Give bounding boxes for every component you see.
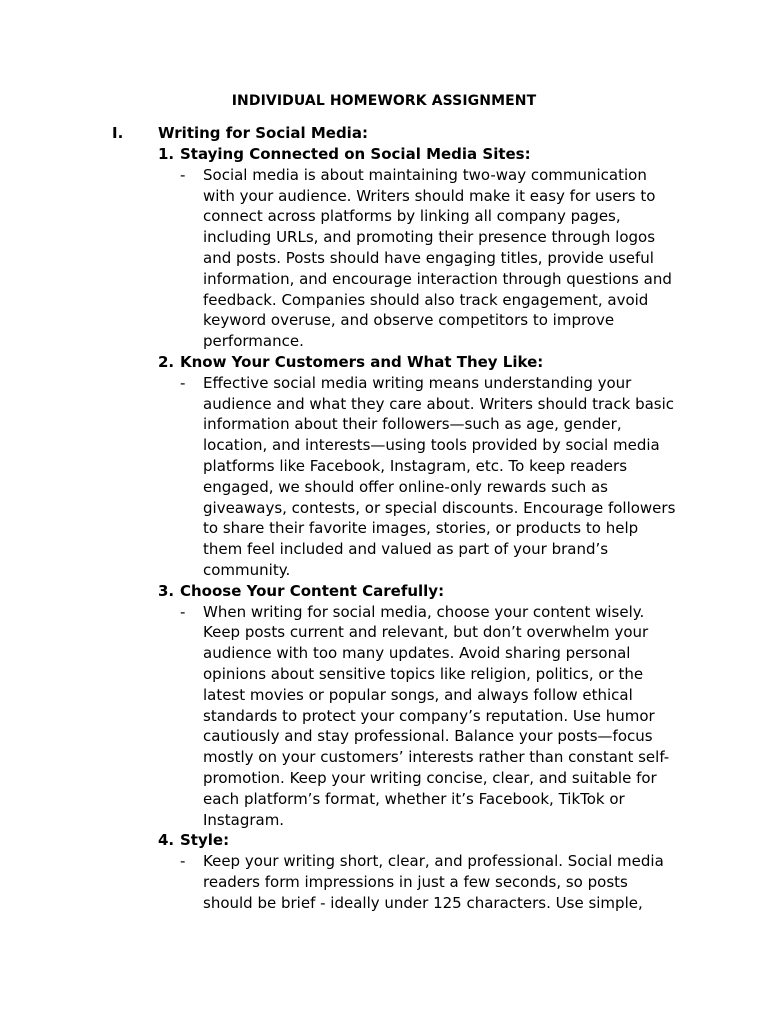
text-line: standards to protect your company’s reputation. Use humor [203,706,655,725]
text-line: community. [203,560,291,579]
text-line: mostly on your customers’ interests rather than constant self- [203,748,670,767]
item-title: Staying Connected on Social Media Sites: [180,145,531,163]
section-title: Writing for Social Media: [158,124,368,142]
text-line: Social media is about maintaining two-way communication [203,165,647,184]
list-item [158,830,688,913]
list-item [158,144,688,352]
text-line: audience and what they care about. Writers should track basic [203,394,675,413]
text-line: audience with too many updates. Avoid sharing personal [203,644,631,663]
text-line: performance. [203,332,304,351]
item-heading [158,144,688,165]
item-title: Choose Your Content Carefully: [180,581,445,600]
list-item [158,581,688,831]
bullet-paragraph [158,851,688,913]
bullet-paragraph [158,165,688,352]
text-line: engaged, we should offer online-only rewards such as [203,477,608,496]
item-heading [158,581,688,602]
item-number: 3. [158,581,175,600]
text-line: with your audience. Writers should make it easy for users to [203,186,656,205]
text-line: them feel included and valued as part of your brand’s [203,540,609,559]
dash-bullet: - [180,852,186,871]
text-line: Keep your writing short, clear, and professional. Social media [203,852,664,871]
text-line: each platform’s format, whether it’s Facebook, TikTok or [203,789,625,808]
text-line: should be brief - ideally under 125 characters. Use simple, [203,893,643,912]
text-line: and posts. Posts should have engaging titles, provide useful [203,248,654,267]
text-line: keyword overuse, and observe competitors to improve [203,311,615,330]
text-line: When writing for social media, choose your content wisely. [203,602,645,621]
bullet-paragraph [158,602,688,831]
text-line: location, and interests—using tools provided by social media [203,436,660,455]
text-line: readers form impressions in just a few seconds, so posts [203,872,628,891]
item-heading [158,352,688,373]
numbered-list [158,144,688,913]
text-line: Keep posts current and relevant, but don’t overwhelm your [203,623,649,642]
text-line: to share their favorite images, stories, or products to help [203,519,639,538]
item-title: Style: [180,831,230,850]
text-line: including URLs, and promoting their presence through logos [203,228,656,247]
item-number: 1. [158,145,175,163]
item-heading [158,830,688,851]
text-line: feedback. Companies should also track engagement, avoid [203,290,649,309]
text-line: Effective social media writing means understanding your [203,373,632,392]
list-item [158,352,688,581]
bullet-paragraph [158,373,688,581]
text-line: cautiously and stay professional. Balance your posts—focus [203,727,653,746]
document-title: INDIVIDUAL HOMEWORK ASSIGNMENT [231,93,537,109]
text-line: opinions about sensitive topics like religion, politics, or the [203,664,644,683]
text-line: giveaways, contests, or special discounts. Encourage followers [203,498,676,517]
item-title: Know Your Customers and What They Like: [180,352,544,371]
dash-bullet: - [180,165,186,184]
text-line: platforms like Facebook, Instagram, etc. To keep readers [203,456,628,475]
item-number: 2. [158,352,175,371]
text-line: promotion. Keep your writing concise, clear, and suitable for [203,768,657,787]
text-line: Instagram. [203,810,285,829]
section-numeral: I. [112,124,124,142]
dash-bullet: - [180,602,186,621]
dash-bullet: - [180,373,186,392]
text-line: latest movies or popular songs, and always follow ethical [203,685,633,704]
text-line: information about their followers—such as age, gender, [203,415,622,434]
text-line: information, and encourage interaction through questions and [203,269,672,288]
item-number: 4. [158,831,175,850]
text-line: connect across platforms by linking all company pages, [203,207,621,226]
